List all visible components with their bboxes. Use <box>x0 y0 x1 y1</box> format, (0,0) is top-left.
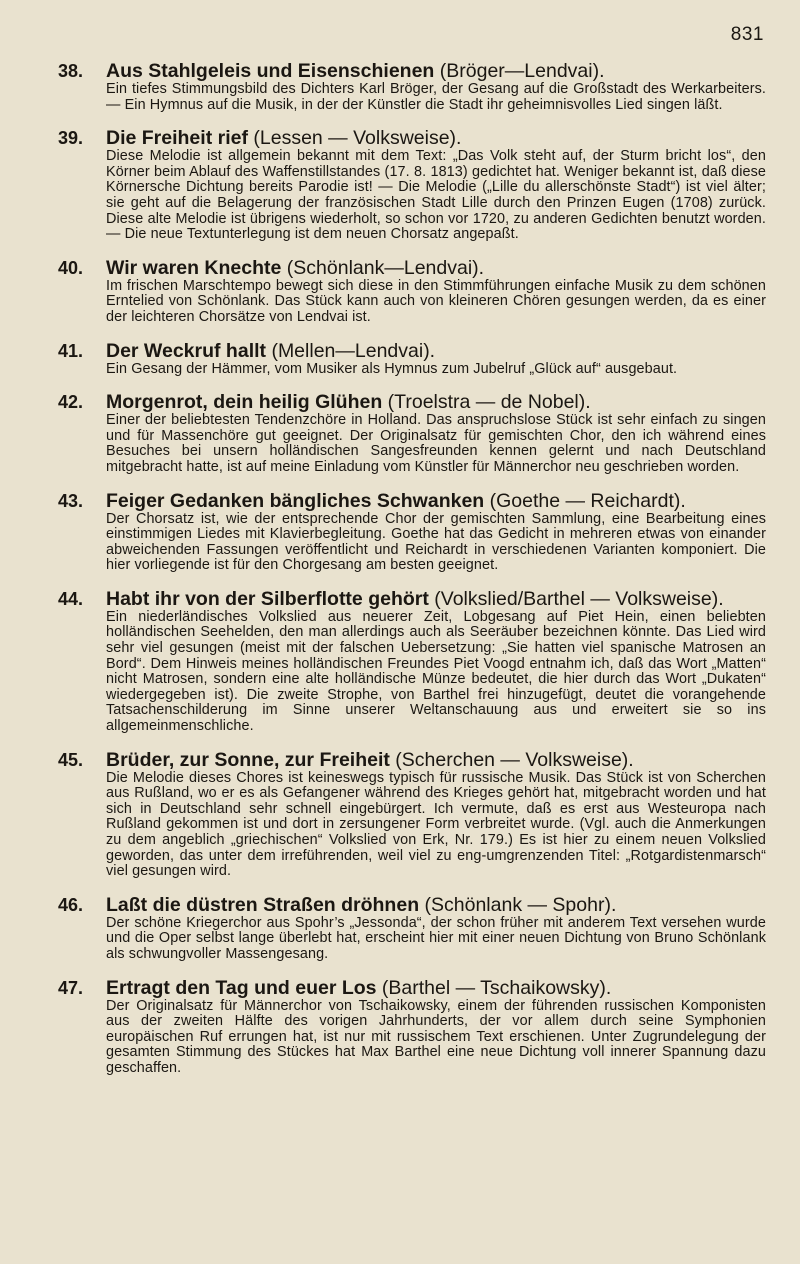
entry-description: Ein tiefes Stimmungsbild des Dichters Karl Bröger, der Gesang auf die Großstadt des Werkarbeiters. — Ein Hymnus auf die Musik, in der der Künstler die Stadt ihr geheimnisvolles Lied singen läßt. <box>106 81 766 113</box>
entry-heading <box>58 257 766 279</box>
entry-title-line <box>106 60 766 82</box>
entry-credit: (Troelstra — de Nobel). <box>382 391 591 414</box>
entry-title: Die Freiheit rief <box>106 127 248 150</box>
entry-credit: (Goethe — Reichardt). <box>484 489 686 512</box>
entry-title-line <box>106 490 766 512</box>
entry-credit: (Bröger—Lendvai). <box>434 60 605 82</box>
entry-number: 42. <box>58 392 84 413</box>
entry-title: Wir waren Knechte <box>106 256 282 279</box>
entry-title: Der Weckruf hallt <box>106 339 267 362</box>
entry-credit: (Volkslied/Barthel — Volksweise). <box>428 587 724 610</box>
entry-description: Einer der beliebtesten Tendenzchöre in Holland. Das anspruchslose Stück ist sehr einfach zu singen und für Massenchöre gut geeignet. Der Originalsatz für gemischten Chor, den ich während eines Besuches bei unsern holländischen Sangesfreunden kennen gelernt und nach Deutschland mitgebracht hatte, ist auf meine Einladung vom Künstler für Männerchor neu geschrieben worden. <box>106 412 766 475</box>
entry-credit: (Barthel — Tschaikowsky). <box>376 976 612 999</box>
entry-description: Ein Gesang der Hämmer, vom Musiker als Hymnus zum Jubelruf „Glück auf“ ausgebaut. <box>106 360 678 377</box>
entry-number: 43. <box>58 490 84 511</box>
entry-number: 40. <box>58 257 84 278</box>
song-entry <box>58 490 766 574</box>
entry-number: 46. <box>58 894 84 915</box>
entry-description: Die Melodie dieses Chores ist keineswegs typisch für russische Musik. Das Stück ist von Scherchen aus Rußland, wo er es als Gefangener während des Krieges gehört hat, mitgebracht worden und hat sich in Deutschland sehr schnell eingebürgert. Ich vermute, daß es erst aus Westeuropa nach Rußland gekommen ist und dort in zersungener Form verbreitet wurde. (Vgl. auch die Anmerkungen zu dem angeblich „griechischen“ Volkslied von Erk, Nr. 179.) Es ist hier zu einem neuen Volkslied geworden, das unter dem irreführenden, weil viel zu eng-umgrenzenden Titel: „Rotgardistenmarsch“ viel gesungen wird. <box>106 769 766 880</box>
entry-title: Feiger Gedanken bängliches Schwanken <box>106 489 485 512</box>
song-entry <box>58 894 766 963</box>
entry-title-line <box>106 588 766 610</box>
entry-credit: (Schönlank—Lendvai). <box>281 256 485 279</box>
entry-number: 39. <box>58 128 84 149</box>
entry-list <box>58 60 766 1077</box>
song-entry <box>58 340 766 378</box>
entry-credit: (Mellen—Lendvai). <box>266 339 436 362</box>
entry-number: 47. <box>58 977 84 998</box>
song-entry <box>58 588 766 735</box>
song-entry <box>58 127 766 243</box>
entry-heading <box>58 60 766 82</box>
song-entry <box>58 749 766 880</box>
entry-description: Im frischen Marschtempo bewegt sich diese in den Stimmführungen einfache Musik zu dem schönen Erntelied von Schönlank. Das Stück kann auch von kleineren Chören gesungen werden, da es einer der leichteren Chorsätze von Lendvai ist. <box>106 277 766 325</box>
entry-number: 41. <box>58 340 84 361</box>
entry-number: 44. <box>58 588 84 609</box>
entry-description: Diese Melodie ist allgemein bekannt mit dem Text: „Das Volk steht auf, der Sturm bricht los“, den Körner beim Ablauf des Waffenstillstandes (17. 8. 1813) gedichtet hat. Weniger bekannt ist, daß diese Körnersche Dichtung bereits Parodie ist! — Die Melodie („Lille du allerschönste Stadt“) ist viel älter; sie geht auf die Belagerung der französischen Stadt Lille durch den Prinzen Eugen (1708) zurück. Diese alte Melodie ist übrigens wiederholt, so schon vor 1720, zu anderen Gedichten benutzt worden. — Die neue Textunterlegung ist dem neuen Chorsatz angepaßt. <box>106 148 766 243</box>
entry-title-line <box>106 340 766 362</box>
entry-title-line <box>106 977 766 999</box>
entry-description: Der schöne Kriegerchor aus Spohr’s „Jessonda“, der schon früher mit anderem Text versehen wurde und die Oper selbst lange überlebt hat, erscheint hier mit einer neuen Dichtung von Bruno Schönlank als schwungvoller Massengesang. <box>106 914 766 962</box>
entry-number: 45. <box>58 749 84 770</box>
entry-heading <box>58 340 766 362</box>
entry-credit: (Lessen — Volksweise). <box>247 127 462 150</box>
entry-title: Morgenrot, dein heilig Glühen <box>106 391 383 414</box>
entry-heading <box>58 894 766 916</box>
entry-title-line <box>106 257 766 279</box>
entry-description: Der Originalsatz für Männerchor von Tschaikowsky, einem der führenden russischen Komponisten aus der zweiten Hälfte des vorigen Jahrhunderts, der vor allem durch seine Symphonien europäischen Ruf errungen hat, ist nur mit russischem Text erschienen. Unter Zugrundelegung der gesamten Stimmung des Stückes hat Max Barthel eine neue Dichtung voll innerer Spannung dazu geschaffen. <box>106 997 766 1076</box>
song-entry <box>58 257 766 326</box>
song-entry <box>58 60 766 113</box>
entry-title: Brüder, zur Sonne, zur Freiheit <box>106 748 390 771</box>
entry-title-line <box>106 127 766 149</box>
entry-title: Aus Stahlgeleis und Eisenschienen <box>106 60 435 82</box>
entry-title-line <box>106 894 766 916</box>
entry-heading <box>58 749 766 771</box>
entry-description: Ein niederländisches Volkslied aus neuerer Zeit, Lobgesang auf Piet Hein, einen beliebten holländischen Seehelden, den man allerdings auch als Seeräuber bezeichnen könnte. Das Lied wird sehr viel gesungen (meist mit der falschen Uebersetzung: „Sie hatten viel spanische Matrosen an Bord“. Dem Hinweis meines holländischen Freundes Piet Voogd entnahm ich, daß das Wort „Matten“ nicht Matrosen, sondern eine alte holländische Münze bedeutet, die hier durch das Wort „Dukaten“ wiedergegeben ist). Die zweite Strophe, von Barthel frei hinzugefügt, deutet die vorangehende Tatsachenschilderung im Sinne unserer Weltanschauung aus und erweitert sie so ins allgemeinmenschliche. <box>106 608 766 735</box>
entry-credit: (Scherchen — Volksweise). <box>389 748 634 771</box>
entry-title: Habt ihr von der Silberflotte gehört <box>106 587 429 610</box>
entry-title-line <box>106 749 766 771</box>
entry-heading <box>58 490 766 512</box>
page-number: 831 <box>730 24 764 45</box>
entry-heading <box>58 588 766 610</box>
song-entry <box>58 391 766 475</box>
entry-description: Der Chorsatz ist, wie der entsprechende Chor der gemischten Sammlung, eine Bearbeitung eines einstimmigen Liedes mit Klavierbegleitung. Goethe hat das Gedicht in mehreren etwas von einander abweichenden Fassungen veröffentlicht und Reichardt in verschiedenen Varianten komponiert. Die hier vorliegende ist für den Chorgesang am besten geeignet. <box>106 510 766 574</box>
entry-heading <box>58 391 766 413</box>
entry-title: Ertragt den Tag und euer Los <box>106 976 377 999</box>
entry-credit: (Schönlank — Spohr). <box>419 893 617 916</box>
entry-title-line <box>106 391 766 413</box>
entry-heading <box>58 127 766 149</box>
entry-number: 38. <box>58 61 84 81</box>
entry-title: Laßt die düstren Straßen dröhnen <box>106 893 420 916</box>
entry-heading <box>58 977 766 999</box>
song-entry <box>58 977 766 1077</box>
